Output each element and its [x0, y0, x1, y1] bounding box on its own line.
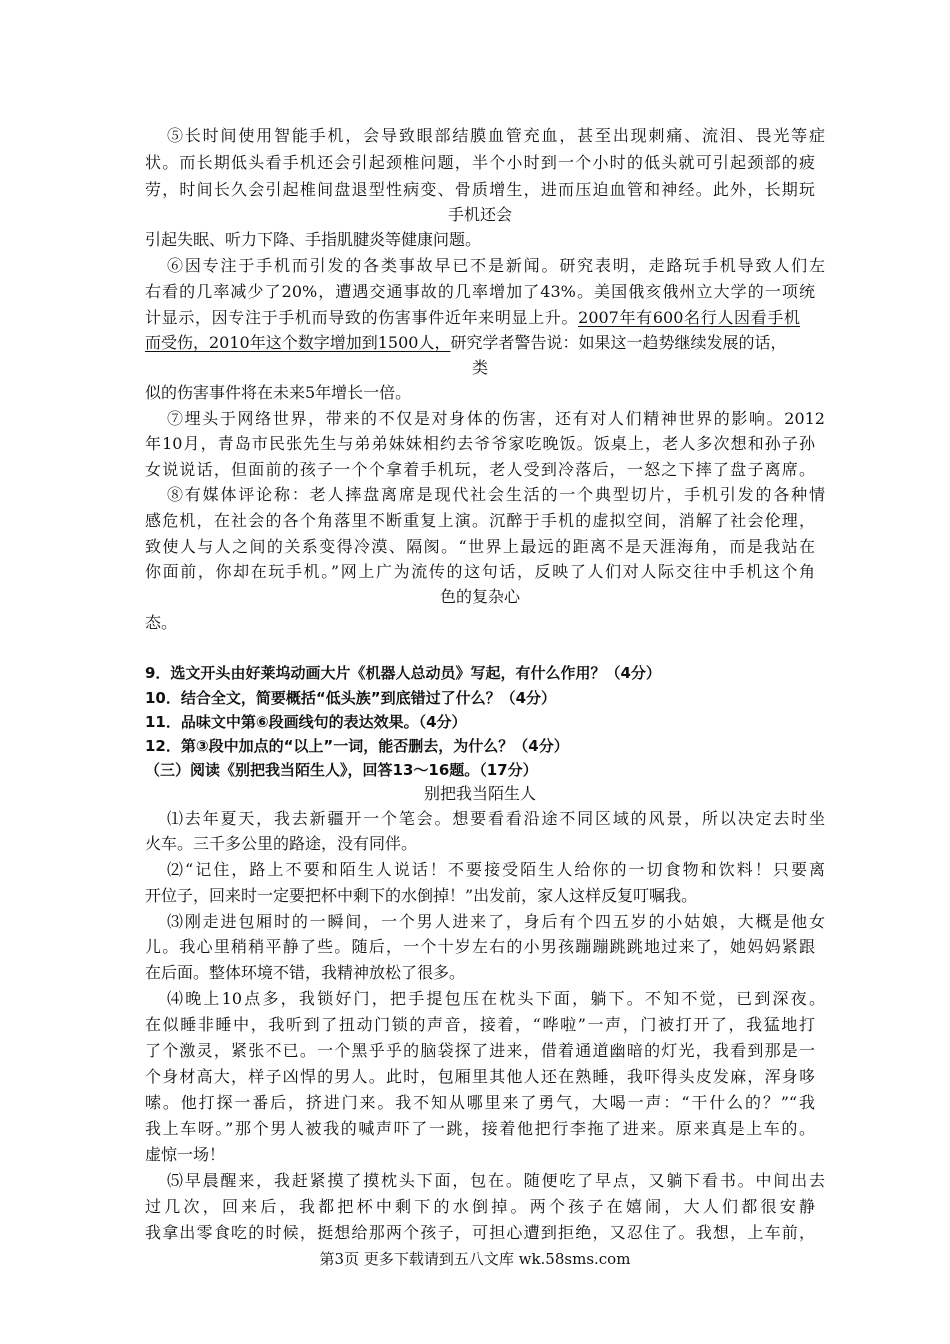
paragraph-5-line-3: 劳，时间长久会引起椎间盘退型性病变、骨质增生，进而压迫血管和神经。此外，长期玩 — [145, 180, 815, 199]
story-paragraph-4-line-4: 个身材高大，样子凶悍的男人。此时，包厢里其他人还在熟睡，我吓得头皮发麻，浑身哆 — [145, 1067, 815, 1086]
paragraph-5-line-1: ⑤长时间使用智能手机，会导致眼部结膜血管充血，甚至出现刺痛、流泪、畏光等症 — [167, 126, 825, 145]
story-paragraph-4-line-6: 我上车呀。”那个男人被我的喊声吓了一跳，接着他把行李拖了进来。原来真是上车的。 — [145, 1119, 815, 1138]
story-paragraph-4-line-2: 在似睡非睡中，我听到了扭动门锁的声音，接着，“哗啦”一声，门被打开了，我猛地打 — [145, 1015, 815, 1034]
paragraph-5-line-4: 手机还会 — [447, 205, 512, 224]
paragraph-8-line-5: 色的复杂心 — [439, 587, 520, 606]
paragraph-8-line-4: 你面前，你却在玩手机。”网上广为流传的这句话，反映了人们对人际交往中手机这个角 — [145, 562, 815, 581]
paragraph-8-line-2: 感危机，在社会的各个角落里不断重复上演。沉醉于手机的虚拟空间，消解了社会伦理， — [145, 511, 815, 530]
question-10: 10．结合全文，简要概括“低头族”到底错过了什么？（4分） — [145, 689, 557, 707]
story-paragraph-2-line-2: 开位子，回来时一定要把杯中剩下的水倒掉！”出发前，家人这样反复叮嘱我。 — [145, 886, 698, 905]
story-paragraph-5-line-1: ⑸早晨醒来，我赶紧摸了摸枕头下面，包在。随便吃了早点，又躺下看书。中间出去 — [167, 1171, 825, 1190]
paragraph-8-line-6: 态。 — [145, 613, 178, 632]
paragraph-6-line-3-plain: 计显示，因专注于手机而导致的伤害事件近年来明显上升。 — [145, 308, 579, 327]
page-footer: 第3页 更多下载请到五八文库 wk.58sms.com — [319, 1250, 631, 1268]
paragraph-6-line-4-plain: 研究学者警告说：如果这一趋势继续发展的话， — [450, 333, 787, 352]
paragraph-6-line-4 — [145, 333, 786, 353]
underlined-sentence-part-2: 而受伤，2010年这个数字增加到1500人， — [145, 333, 451, 352]
story-paragraph-1-line-1: ⑴去年夏天，我去新疆开一个笔会。想要看看沿途不同区域的风景，所以决定去时坐 — [167, 809, 825, 828]
paragraph-6-line-2: 右看的几率减少了20%，遭遇交通事故的几率增加了43%。美国俄亥俄州立大学的一项统 — [145, 282, 815, 301]
underlined-sentence-part-1: 2007年有600名行人因看手机 — [578, 308, 800, 327]
paragraph-5-line-2: 状。而长期低头看手机还会引起颈椎问题，半个小时到一个小时的低头就可引起颈部的疲 — [145, 153, 815, 172]
paragraph-8-line-3: 致使人与人之间的关系变得冷漠、隔阂。“世界上最远的距离不是天涯海角，而是我站在 — [145, 537, 815, 556]
paragraph-7-line-1: ⑦埋头于网络世界，带来的不仅是对身体的伤害，还有对人们精神世界的影响。2012 — [167, 409, 825, 428]
story-paragraph-4-line-3: 了个激灵，紧张不已。一个黑乎乎的脑袋探了进来，借着通道幽暗的灯光，我看到那是一 — [145, 1041, 815, 1060]
question-9: 9．选文开头由好莱坞动画大片《机器人总动员》写起，有什么作用？（4分） — [145, 664, 661, 682]
paragraph-7-line-3: 女说说话，但面前的孩子一个个拿着手机玩，老人受到冷落后，一怒之下摔了盘子离席。 — [145, 460, 815, 479]
story-paragraph-5-line-2: 过几次，回来后，我都把杯中剩下的水倒掉。两个孩子在嬉闹，大人们都很安静 — [145, 1197, 815, 1216]
section-3-heading: （三）阅读《别把我当陌生人》，回答13～16题。（17分） — [145, 761, 538, 779]
story-paragraph-4-line-7: 虚惊一场！ — [145, 1145, 226, 1164]
paragraph-6-line-5: 类 — [471, 358, 488, 377]
story-paragraph-3-line-3: 在后面。整体环境不错，我精神放松了很多。 — [145, 963, 466, 982]
paragraph-5-line-5: 引起失眠、听力下降、手指肌腱炎等健康问题。 — [145, 230, 482, 249]
question-11: 11．品味文中第⑥段画线句的表达效果。（4分） — [145, 713, 467, 731]
paragraph-7-line-2: 年10月，青岛市民张先生与弟弟妹妹相约去爷爷家吃晚饭。饭桌上，老人多次想和孙子孙 — [145, 434, 815, 453]
story-paragraph-3-line-2: 儿。我心里稍稍平静了些。随后，一个十岁左右的小男孩蹦蹦跳跳地过来了，她妈妈紧跟 — [145, 937, 815, 956]
paragraph-6-line-1: ⑥因专注于手机而引发的各类事故早已不是新闻。研究表明，走路玩手机导致人们左 — [167, 256, 825, 275]
story-paragraph-2-line-1: ⑵“记住，路上不要和陌生人说话！不要接受陌生人给你的一切食物和饮料！只要离 — [167, 860, 825, 879]
story-paragraph-1-line-2: 火车。三千多公里的路途，没有同伴。 — [145, 834, 418, 853]
paragraph-6-line-3 — [145, 308, 800, 328]
story-paragraph-4-line-1: ⑷晚上10点多，我锁好门，把手提包压在枕头下面，躺下。不知不觉，已到深夜。 — [167, 989, 825, 1008]
paragraph-6-line-6: 似的伤害事件将在未来5年增长一倍。 — [145, 383, 412, 402]
story-title: 别把我当陌生人 — [423, 784, 536, 803]
story-paragraph-4-line-5: 嗦。他打探一番后，挤进门来。我不知从哪里来了勇气，大喝一声：“干什么的？”“我 — [145, 1093, 815, 1112]
paragraph-8-line-1: ⑧有媒体评论称：老人摔盘离席是现代社会生活的一个典型切片，手机引发的各种情 — [167, 485, 825, 504]
story-paragraph-3-line-1: ⑶刚走进包厢时的一瞬间，一个男人进来了，身后有个四五岁的小姑娘，大概是他女 — [167, 912, 825, 931]
story-paragraph-5-line-3: 我拿出零食吃的时候，挺想给那两个孩子，可担心遭到拒绝，又忍住了。我想，上车前， — [145, 1223, 815, 1242]
question-12: 12．第③段中加点的“以上”一词，能否删去，为什么？（4分） — [145, 737, 569, 755]
